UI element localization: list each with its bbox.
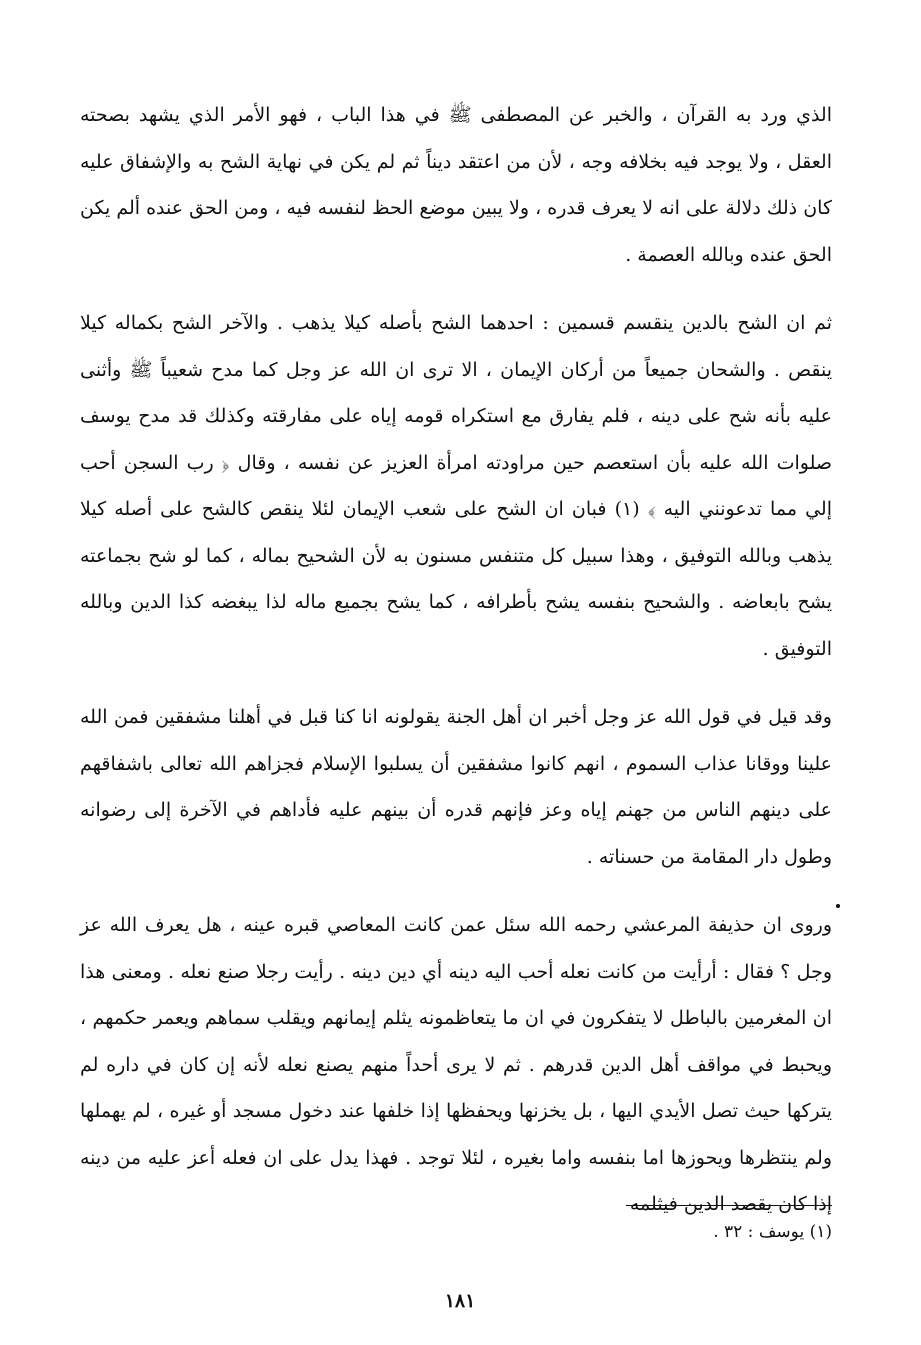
paragraph-4: وروى ان حذيفة المرعشي رحمه الله سئل عمن كانت المعاصي قبره عينه ، هل يعرف الله عز وجل ؟ فقال : أرأيت من كانت نعله أحب اليه دينه أي دين دينه . رأيت رجلا صنع نعله . ومعنى هذا ان المغرمين بالباطل لا يتفكرون في ان ما يتعاظمونه يثلم إيمانهم ويقلب سماهم ويعمر حكمهم ، ويحبط في مواقف أهل الدين قدرهم . ثم لا يرى أحداً منهم يصنع نعله لأنه إن كان في داره لم يتركها حيث تصل الأيدي اليها ، بل يخزنها ويحفظها إذا خلفها عند دخول مسجد أو غيره ، لم يهملها ولم ينتظرها ويحوزها اما بنفسه واما بغيره ، لئلا توجد . فهذا يدل على ان فعله أعز عليه من دينه إذا كان يقصد الدين فيثلمه: [80, 914, 832, 1215]
page-number: ١٨١: [444, 1290, 476, 1312]
paragraph-3: وقد قيل في قول الله عز وجل أخبر ان أهل الجنة يقولونه انا كنا قبل في أهلنا مشفقين فمن الله علينا ووقانا عذاب السموم ، انهم كانوا مشفقين أن يسلبوا الإسلام فجزاهم الله تعالى باشفاقهم على دينهم الناس من جهنم إياه وعز فإنهم قدره أن بينهم عليه فأداهم في الآخرة إلى رضوانه وطول دار المقامة من حسناته .: [80, 706, 832, 868]
body-text: [80, 92, 832, 1250]
footnote: (١) يوسف : ٣٢ .: [713, 1222, 832, 1242]
footnote-divider: [626, 1205, 832, 1206]
paragraph-2: ثم ان الشح بالدين ينقسم قسمين : احدهما الشح بأصله كيلا يذهب . والآخر الشح بكماله كيلا ينقص . والشحان جميعاً من أركان الإيمان ، الا ترى ان الله عز وجل كما مدح شعيباً ﷺ وأثنى عليه بأنه شح على دينه ، فلم يفارق مع استكراه قومه إياه على مفارقته وكذلك قد مدح يوسف صلوات الله عليه بأن استعصم حين مراودته امرأة العزيز عن نفسه ، وقال ﴿ رب السجن أحب إلي مما تدعونني اليه ﴾ (١) فبان ان الشح على شعب الإيمان لئلا ينقص كالشح على أصله كيلا يذهب وبالله التوفيق ، وهذا سبيل كل متنفس مسنون به لأن الشحيح بماله ، كما لو شح بجماعته يشح بابعاضه . والشحيح بنفسه يشح بأطرافه ، كما يشح بجميع ماله لذا يبغضه كذا الدين وبالله التوفيق .: [80, 312, 832, 660]
scan-speck: [836, 904, 840, 908]
paragraph-1: الذي ورد به القرآن ، والخبر عن المصطفى ﷺ في هذا الباب ، فهو الأمر الذي يشهد بصحته العقل ، ولا يوجد فيه بخلافه وجه ، لأن من اعتقد ديناً ثم لم يكن في نهاية الشح به والإشفاق عليه كان ذلك دلالة على انه لا يعرف قدره ، ولا يبين موضع الحظ لنفسه فيه ، ومن الحق عنده ألم يكن الحق عنده وبالله العصمة .: [80, 104, 832, 266]
